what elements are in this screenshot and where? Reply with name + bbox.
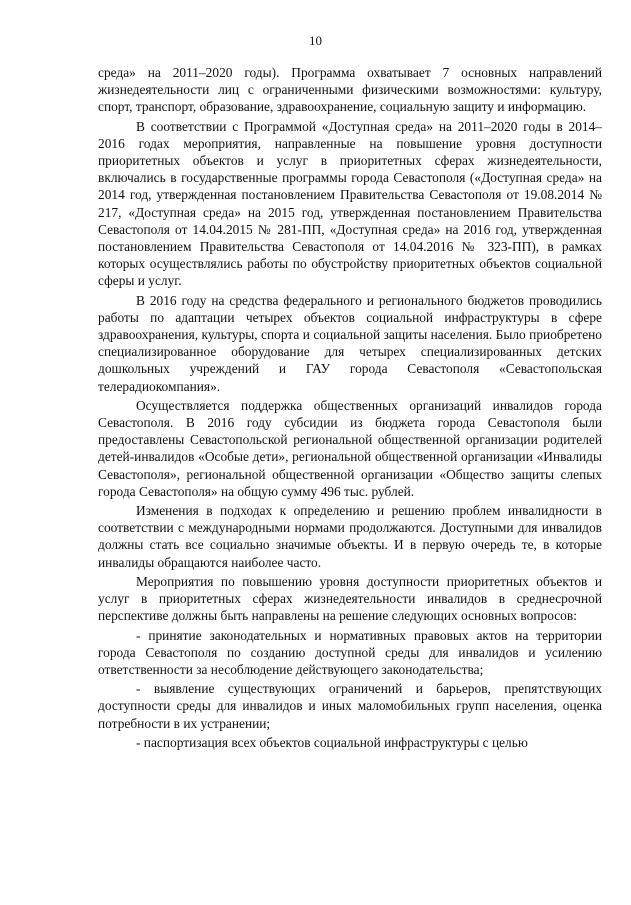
document-body (98, 64, 602, 753)
page-number: 10 (309, 33, 322, 48)
paragraph-2016-works: В 2016 году на средства федерального и регионального бюджетов проводились работы по адаптации четырех объектов социальной инфраструктуры в сфере здравоохранения, культуры, спорта и социальной защиты населения. Было приобретено специализированное оборудование для четырех специализированных детских дошкольных учреждений и ГАУ города Севастополя «Севастопольская телерадиокомпания». (98, 292, 602, 394)
paragraph-organizations-support: Осуществляется поддержка общественных организаций инвалидов города Севастополя. В 2016 году субсидии из бюджета города Севастополя были предоставлены Севастопольской региональной общественной организации родителей детей-инвалидов «Особые дети», региональной общественной организации «Инвалиды Севастополя», региональной общественной организации «Общество защиты слепых города Севастополя» на общую сумму 496 тыс. рублей. (98, 397, 602, 499)
paragraph-program-accordance: В соответствии с Программой «Доступная среда» на 2011–2020 годы в 2014–2016 годах мероприятия, направленные на повышение уровня доступности приоритетных объектов и услуг в приоритетных сферах жизнедеятельности, включались в государственные программы города Севастополя («Доступная среда» на 2014 год, утвержденная постановлением Правительства Севастополя от 19.08.2014 № 217, «Доступная среда» на 2015 год, утвержденная постановлением Правительства Севастополя от 14.04.2015 № 281-ПП, «Доступная среда» на 2016 год, утвержденная постановлением Правительства Севастополя от 14.04.2016 № 323-ПП), в рамках которых осуществлялись работы по обустройству приоритетных объектов социальной сферы и услуг. (98, 118, 602, 289)
list-item-passportization: - паспортизация всех объектов социальной инфраструктуры с целью (136, 734, 528, 750)
paragraph-changes: Изменения в подходах к определению и решению проблем инвалидности в соответствии с международными нормами продолжаются. Доступными для инвалидов должны стать все социально значимые объекты. И в первую очередь те, в которые инвалиды обращаются наиболее часто. (98, 503, 602, 570)
paragraph-measures: Мероприятия по повышению уровня доступности приоритетных объектов и услуг в приоритетных сферах жизнедеятельности инвалидов в среднесрочной перспективе должны быть направлены на решение следующих основных вопросов: (98, 573, 602, 624)
list-item-barriers: - выявление существующих ограничений и барьеров, препятствующих доступности среды для инвалидов и иных маломобильных групп населения, оценка потребности в их устранении; (98, 681, 602, 731)
list-item-legislation: - принятие законодательных и нормативных правовых актов на территории города Севастополя по созданию доступной среды для инвалидов и усилению ответственности за несоблюдение действующего законодательства; (98, 627, 602, 677)
paragraph-continuation: среда» на 2011–2020 годы). Программа охватывает 7 основных направлений жизнедеятельности лиц с ограниченными физическими возможностями: культуру, спорт, транспорт, образование, здравоохранение, социальную защиту и информацию. (98, 65, 602, 115)
